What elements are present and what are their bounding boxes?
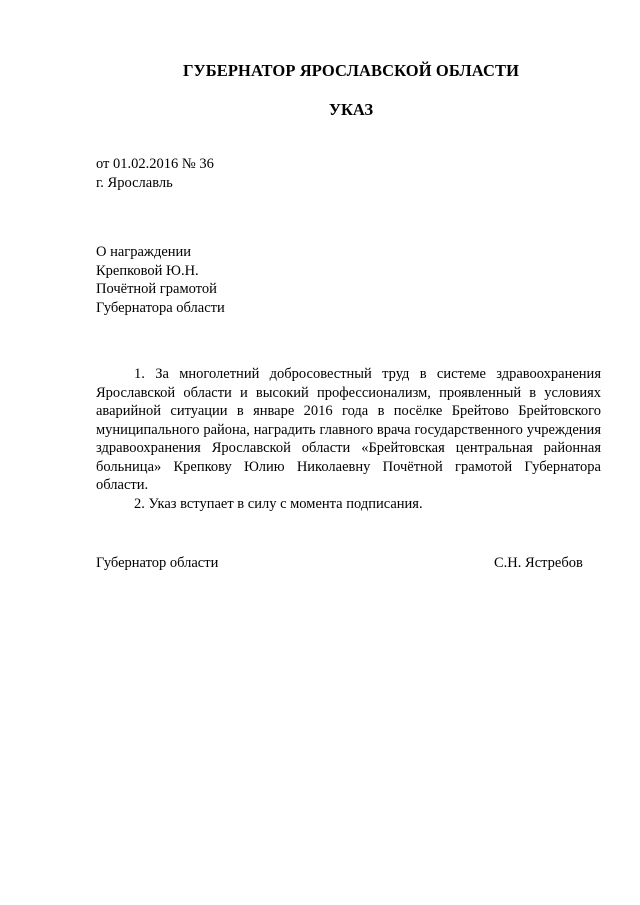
document-subject [96, 243, 225, 317]
document-type-title: УКАЗ [328, 100, 374, 119]
body-paragraph-1: 1. За многолетний добросовестный труд в системе здравоохранения Ярославской области и высокий профессионализм, проявленный в условиях аварийной ситуации в январе 2016 года в посёлке Брейтово Брейтовского муниципального района, наградить главного врача государственного учреждения здравоохранения Ярославской области «Брейтовская центральная районная больница» Крепкову Юлию Николаевну Почётной грамотой Губернатора области. [96, 366, 601, 493]
signatory-name: С.Н. Ястребов [494, 555, 583, 571]
document-body [96, 365, 601, 513]
subject-line: Почётной грамотой [96, 281, 217, 297]
subject-line: Губернатора области [96, 299, 225, 316]
issuing-authority-title: ГУБЕРНАТОР ЯРОСЛАВСКОЙ ОБЛАСТИ [182, 61, 520, 80]
subject-line: Крепковой Ю.Н. [96, 262, 199, 279]
document-meta [96, 155, 214, 192]
date-and-number: от 01.02.2016 № 36 [96, 156, 214, 172]
subject-line: О награждении [96, 244, 192, 260]
signatory-position: Губернатор области [96, 555, 219, 571]
place-of-issue: г. Ярославль [96, 174, 173, 191]
body-paragraph-2: 2. Указ вступает в силу с момента подписания. [134, 495, 423, 512]
